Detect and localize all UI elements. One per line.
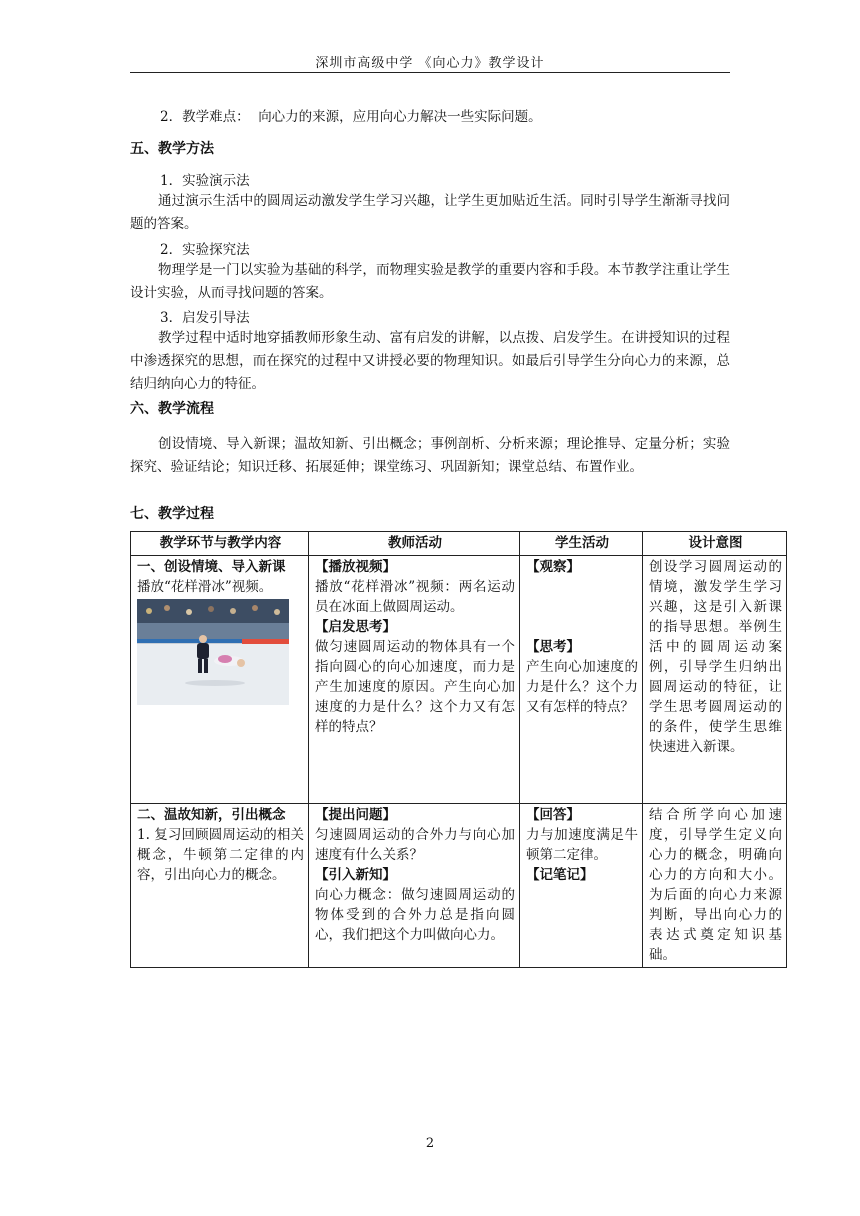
teacher-text-question: 匀速圆周运动的合外力与向心加速度有什么关系？ [315, 827, 515, 863]
method2-text: 物理学是一门以实验为基础的科学，而物理实验是教学的重要内容和手段。本节教学注重让学生设计实验，从而寻找问题的答案。 [130, 262, 730, 301]
page-number: 2 [425, 1136, 435, 1151]
method3-title: 3．启发引导法 [160, 310, 250, 326]
teaching-difficulty [160, 106, 730, 129]
method1-text: 通过演示生活中的圆周运动激发学生学习兴趣，让学生更加贴近生活。同时引导学生渐渐寻找问题的答案。 [130, 193, 730, 232]
stage-text: 1. 复习回顾圆周运动的相关概念，牛顿第二定律的内容，引出向心力的概念。 [137, 827, 304, 883]
col-header-stage: 教学环节与教学内容 [131, 532, 309, 556]
teacher-cell [309, 556, 520, 804]
stage-title: 一、创设情境、导入新课 [137, 559, 286, 575]
section7-heading: 七、教学过程 [130, 506, 214, 522]
student-tag-notes: 【记笔记】 [526, 867, 594, 883]
col-header-intent: 设计意图 [643, 532, 787, 556]
intent-cell: 结合所学向心加速度，引导学生定义向心力的概念，明确向心力的方向和大小。为后面的向心力来源判断，导出向心力的表达式奠定知识基础。 [643, 804, 787, 968]
header-rule [130, 72, 730, 73]
student-text-answer: 力与加速度满足牛顿第二定律。 [526, 827, 638, 863]
stage-title: 二、温故知新，引出概念 [137, 807, 286, 823]
method3-text: 教学过程中适时地穿插教师形象生动、富有启发的讲解，以点拨、启发学生。在讲授知识的过程中渗透探究的思想，而在探究的过程中又讲授必要的物理知识。如最后引导学生分向心力的来源，总结归纳向心力的特征。 [130, 330, 730, 392]
section5-heading: 五、教学方法 [130, 141, 214, 157]
table-header-row [131, 532, 787, 556]
section6-text: 创设情境、导入新课；温故知新、引出概念；事例剖析、分析来源；理论推导、定量分析；实验探究、验证结论；知识迁移、拓展延伸；课堂练习、巩固新知；课堂总结、布置作业。 [130, 436, 730, 475]
table-row [131, 804, 787, 968]
page-header-title: 深圳市高级中学 《向心力》教学设计 [315, 56, 545, 71]
method1-title: 1．实验演示法 [160, 173, 250, 189]
col-header-teacher: 教师活动 [309, 532, 520, 556]
stage-cell [131, 556, 309, 804]
teacher-text-new-knowledge: 向心力概念：做匀速圆周运动的物体受到的合外力总是指向圆心，我们把这个力叫做向心力。 [315, 887, 515, 943]
teacher-text-inspire: 做匀速圆周运动的物体具有一个指向圆心的向心加速度，而力是产生加速度的原因。产生向心加速度的力是什么？这个力又有怎样的特点？ [315, 639, 515, 735]
stage-text: 播放“花样滑冰”视频。 [137, 579, 273, 595]
teacher-tag-play-video: 【播放视频】 [315, 559, 396, 575]
student-spacer [526, 577, 638, 637]
student-tag-observe: 【观察】 [526, 559, 580, 575]
teacher-tag-question: 【提出问题】 [315, 807, 396, 823]
difficulty-label: 2．教学难点： [160, 109, 250, 125]
method2-title: 2．实验探究法 [160, 242, 250, 258]
col-header-student: 学生活动 [520, 532, 643, 556]
difficulty-text: 向心力的来源，应用向心力解决一些实际问题。 [258, 109, 542, 125]
stage-cell [131, 804, 309, 968]
teacher-tag-inspire: 【启发思考】 [315, 619, 396, 635]
student-tag-think: 【思考】 [526, 639, 580, 655]
figure-skating-photo [137, 599, 289, 705]
student-cell [520, 556, 643, 804]
teaching-process-table [130, 531, 787, 968]
teacher-cell [309, 804, 520, 968]
student-tag-answer: 【回答】 [526, 807, 580, 823]
student-cell [520, 804, 643, 968]
table-row [131, 556, 787, 804]
section6-heading: 六、教学流程 [130, 401, 214, 417]
teacher-tag-new-knowledge: 【引入新知】 [315, 867, 396, 883]
intent-cell: 创设学习圆周运动的情境，激发学生学习兴趣，这是引入新课的指导思想。举例生活中的圆周运动案例，引导学生归纳出圆周运动的特征，让学生思考圆周运动的的条件，使学生思维快速进入新课。 [643, 556, 787, 804]
teacher-text-play-video: 播放“花样滑冰”视频：两名运动员在冰面上做圆周运动。 [315, 579, 515, 615]
figure-skating-illustration [137, 599, 289, 705]
student-text-think: 产生向心加速度的力是什么？这个力又有怎样的特点？ [526, 659, 638, 715]
